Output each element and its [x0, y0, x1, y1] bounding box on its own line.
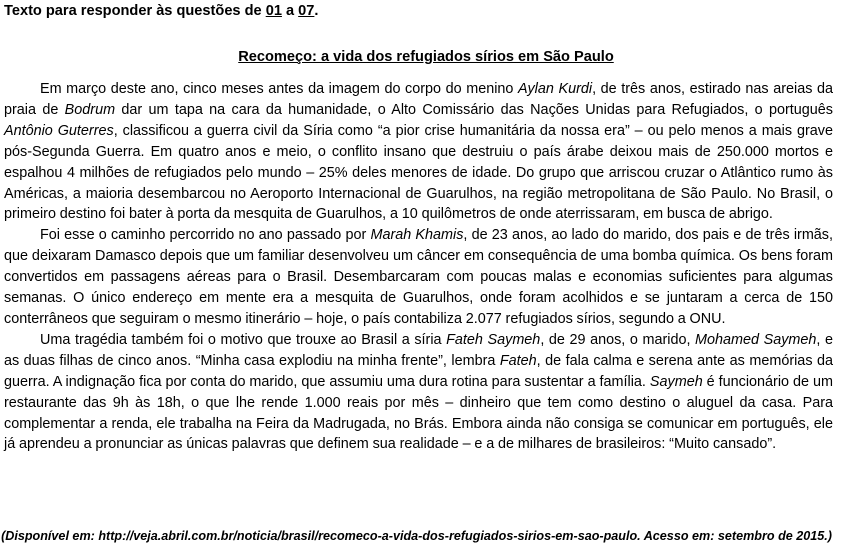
italic-name: Fateh — [499, 352, 537, 369]
text-run: Em março deste ano, cinco meses antes da imagem do corpo do menino — [40, 81, 519, 97]
text-run: Foi esse o caminho percorrido no ano passado por — [40, 227, 371, 244]
article-title: Recomeço: a vida dos refugiados sírios em São Paulo — [238, 49, 614, 65]
text-run: , classificou a guerra civil da Síria como “a pior crise humanitária da nossa era” – ou pelo menos a mais grave pós-Segunda Guerra. Em quatro anos e meio, o conflito insano que destruiu o país árabe deixou mais de 250.000 mortos e espalhou 4 milhões de refugiados pelo mundo – 25% deles menores de idade. Do grupo que arriscou cruzar o Atlântico rumo às Américas, a maioria desembarcou no Aeroporto Internacional de Guarulhos, na região metropolitana de São Paulo. No Brasil, o primeiro destino foi bater à porta da mesquita de Guarulhos, a 10 quilômetros de onde aterrissaram, em busca de abrigo. — [4, 122, 834, 223]
source-citation: (Disponível em: http://veja.abril.com.br/noticia/brasil/recomeco-a-vida-dos-refugiados-sirios-em-sao-paulo. Acesso em: setembro de 2015.) — [1, 529, 832, 543]
text-run: , de três anos, estirado nas areias da praia de — [4, 81, 833, 118]
text-run: dar um tapa na cara da humanidade, o Alto Comissário das Nações Unidas para Refugiados, o português — [115, 101, 833, 118]
instruction-connector: a — [281, 3, 299, 19]
italic-name: Marah Khamis — [370, 227, 464, 244]
text-run: , de 23 anos, ao lado do marido, dos pais e de três irmãs, que deixaram Damasco depois que um familiar desenvolveu um câncer em consequência de uma bomba química. Os bens foram convertidos em passagens aéreas para o Brasil. Desembarcaram com poucas malas e economias suficientes para algumas semanas. O único endereço em mente era a mesquita de Guarulhos, onde foram acolhidos e se juntaram a cerca de 150 conterrâneos que seguiram o mesmo itinerário – hoje, o país contabiliza 2.077 refugiados sírios, segundo a ONU. — [4, 227, 834, 327]
italic-name: Aylan Kurdi — [518, 81, 593, 97]
italic-name: Antônio Guterres — [4, 122, 114, 139]
italic-name: Mohamed Saymeh — [695, 331, 817, 348]
text-run: , de 29 anos, o marido, — [540, 331, 696, 348]
italic-name: Bodrum — [64, 101, 116, 118]
article-paragraph — [4, 330, 833, 455]
question-start-number: 01 — [265, 3, 282, 19]
instruction-prefix: Texto para responder às questões de — [4, 3, 266, 19]
article-paragraph — [4, 225, 833, 330]
instruction-suffix: . — [314, 3, 319, 19]
text-run: é funcionário de um restaurante das 9h às 18h, o que lhe rende 1.000 reais por mês – dinheiro que tem como destino o aluguel da casa. Para complementar a renda, ele trabalha na Feira da Madrugada, no Brás. Embora ainda não consiga se comunicar em português, ele já aprendeu a pronunciar as únicas palavras que definem sua realidade – e a de milhares de brasileiros: “Muito cansado”. — [4, 373, 833, 453]
question-end-number: 07 — [298, 3, 315, 19]
question-instruction — [4, 1, 318, 22]
article-body — [4, 79, 833, 455]
text-run: , de fala calma e serena ante as memórias da guerra. A indignação fica por conta do marido, que assumiu uma dura rotina para sustentar a família. — [4, 352, 833, 390]
text-run: , e as duas filhas de cinco anos. “Minha casa explodiu na minha frente”, lembra — [4, 331, 833, 369]
italic-name: Fateh Saymeh — [446, 331, 541, 348]
italic-name: Saymeh — [649, 373, 703, 390]
text-run: Uma tragédia também foi o motivo que trouxe ao Brasil a síria — [40, 331, 447, 348]
article-paragraph — [4, 79, 833, 225]
